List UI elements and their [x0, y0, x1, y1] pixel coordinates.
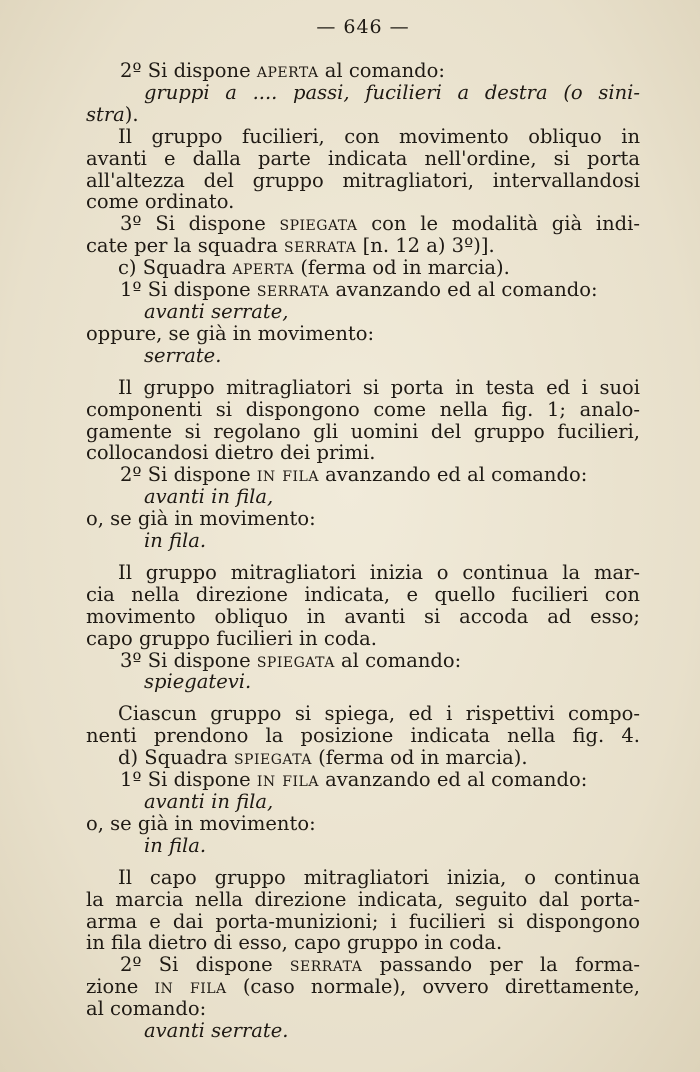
text-segment: Il gruppo mitragliatori si porta in testa ed i suoi — [118, 375, 640, 399]
italic-command-text: avanti in fila, — [144, 790, 274, 813]
small-caps-term: serrata — [284, 234, 357, 258]
text-segment: la marcia nella direzione indicata, seguito dal porta- — [86, 887, 640, 911]
text-segment: passando per la forma- — [362, 953, 640, 977]
text-segment: gamente si regolano gli uomini del gruppo fucilieri, — [86, 419, 640, 443]
text-line — [86, 530, 640, 552]
text-segment: 3º Si dispone — [120, 648, 257, 672]
italic-command-text: stra — [86, 102, 125, 126]
text-segment: cate per la squadra — [86, 234, 285, 258]
text-line — [86, 301, 640, 323]
text-segment: [n. 12 a) 3º)]. — [356, 234, 495, 258]
text-line — [86, 191, 640, 213]
text-line — [86, 976, 640, 998]
text-segment: nenti prendono la posizione indicata nella fig. 4. — [86, 724, 640, 748]
text-line — [86, 464, 640, 486]
text-line — [86, 932, 640, 954]
text-line — [86, 421, 640, 443]
text-segment: come ordinato. — [86, 190, 235, 214]
text-segment: al comando: — [318, 59, 445, 82]
text-segment: 2º Si dispone — [120, 59, 257, 82]
page-number: — 646 — — [316, 16, 410, 38]
small-caps-term: spiegata — [256, 648, 335, 672]
text-line — [86, 813, 640, 835]
text-segment: (ferma od in marcia). — [294, 256, 510, 280]
text-segment: d) Squadra — [118, 746, 234, 770]
text-line — [86, 628, 640, 650]
text-line — [86, 703, 640, 725]
text-segment: collocandosi dietro dei primi. — [86, 441, 376, 465]
text-segment: 2º Si dispone — [120, 463, 257, 487]
text-segment: cia nella direzione indicata, e quello fucilieri con — [86, 582, 640, 606]
text-line — [86, 323, 640, 345]
text-line — [86, 1020, 640, 1042]
text-line — [86, 769, 640, 791]
text-segment: oppure, se già in movimento: — [86, 321, 375, 345]
text-segment: capo gruppo fucilieri in coda. — [86, 626, 377, 650]
text-segment: avanzando ed al comando: — [329, 278, 598, 302]
text-segment: Il gruppo fucilieri, con movimento obliquo in — [118, 124, 640, 148]
italic-command-text: avanti serrate, — [144, 299, 289, 323]
text-line — [86, 345, 640, 367]
text-line — [86, 257, 640, 279]
text-segment: o, se già in movimento: — [86, 507, 316, 531]
text-line — [86, 60, 640, 82]
small-caps-term: serrata — [289, 953, 363, 977]
small-caps-term: aperta — [232, 256, 295, 280]
text-segment: avanzando ed al comando: — [318, 463, 588, 487]
text-segment: arma e dai porta-munizioni; i fucilieri si dispongono — [86, 909, 640, 933]
text-segment: ). — [124, 102, 139, 126]
text-segment: al comando: — [334, 648, 462, 672]
text-segment: componenti si dispongono come nella fig. 1; analo- — [86, 397, 640, 421]
text-segment: 1º Si dispone — [120, 278, 257, 302]
italic-command-text: serrate. — [144, 343, 222, 367]
italic-command-text: gruppi a .... passi, fucilieri a destra (o sini- — [144, 80, 640, 104]
small-caps-term: spiegata — [279, 212, 358, 236]
text-line — [86, 508, 640, 530]
small-caps-term: in fila — [256, 463, 319, 487]
text-line — [86, 725, 640, 747]
small-caps-term: in fila — [256, 768, 319, 792]
text-line — [86, 126, 640, 148]
small-caps-term: spiegata — [233, 746, 312, 770]
text-line — [86, 213, 640, 235]
text-line — [86, 911, 640, 933]
text-line — [86, 279, 640, 301]
text-line — [86, 650, 640, 672]
text-segment: 2º Si dispone — [120, 953, 290, 977]
text-line — [86, 835, 640, 857]
text-line — [86, 998, 640, 1020]
text-line — [86, 867, 640, 889]
small-caps-term: in fila — [154, 975, 227, 999]
text-line — [86, 399, 640, 421]
small-caps-term: aperta — [256, 59, 319, 82]
text-segment: (caso normale), ovvero direttamente, — [226, 975, 640, 999]
text-segment: (ferma od in marcia). — [311, 746, 528, 770]
text-line — [86, 442, 640, 464]
text-segment: avanti e dalla parte indicata nell'ordine, si porta — [86, 146, 640, 170]
text-line — [86, 82, 640, 104]
italic-command-text: in fila. — [144, 529, 207, 553]
text-line — [86, 791, 640, 813]
text-segment: zione — [86, 975, 155, 999]
text-line — [86, 104, 640, 126]
small-caps-term: serrata — [256, 278, 330, 302]
italic-command-text: in fila. — [144, 833, 207, 857]
text-line — [86, 377, 640, 399]
text-line — [86, 584, 640, 606]
text-line — [86, 486, 640, 508]
text-segment: movimento obliquo in avanti si accoda ad esso; — [86, 604, 640, 628]
italic-command-text: spiegatevi. — [144, 670, 252, 694]
text-line — [86, 889, 640, 911]
text-segment: Ciascun gruppo si spiega, ed i rispettivi compo- — [118, 702, 640, 726]
text-line — [86, 747, 640, 769]
text-segment: avanzando ed al comando: — [318, 768, 588, 792]
text-line — [86, 671, 640, 693]
text-line — [86, 148, 640, 170]
text-line — [86, 170, 640, 192]
text-segment: o, se già in movimento: — [86, 811, 316, 835]
text-segment: in fila dietro di esso, capo gruppo in coda. — [86, 931, 503, 955]
text-line — [86, 606, 640, 628]
italic-command-text: avanti serrate. — [144, 1019, 289, 1043]
text-line — [86, 235, 640, 257]
text-segment: 1º Si dispone — [120, 768, 257, 792]
text-line — [86, 562, 640, 584]
text-segment: Il gruppo mitragliatori inizia o continua la mar- — [118, 560, 640, 584]
body-text — [86, 60, 640, 1042]
text-segment: all'altezza del gruppo mitragliatori, intervallandosi — [86, 168, 640, 192]
italic-command-text: avanti in fila, — [144, 485, 274, 509]
text-segment: 3º Si dispone — [120, 212, 280, 236]
text-segment: c) Squadra — [118, 256, 233, 280]
text-line — [86, 954, 640, 976]
text-segment: al comando: — [86, 997, 207, 1021]
text-segment: Il capo gruppo mitragliatori inizia, o continua — [118, 865, 640, 889]
text-segment: con le modalità già indi- — [357, 212, 640, 236]
